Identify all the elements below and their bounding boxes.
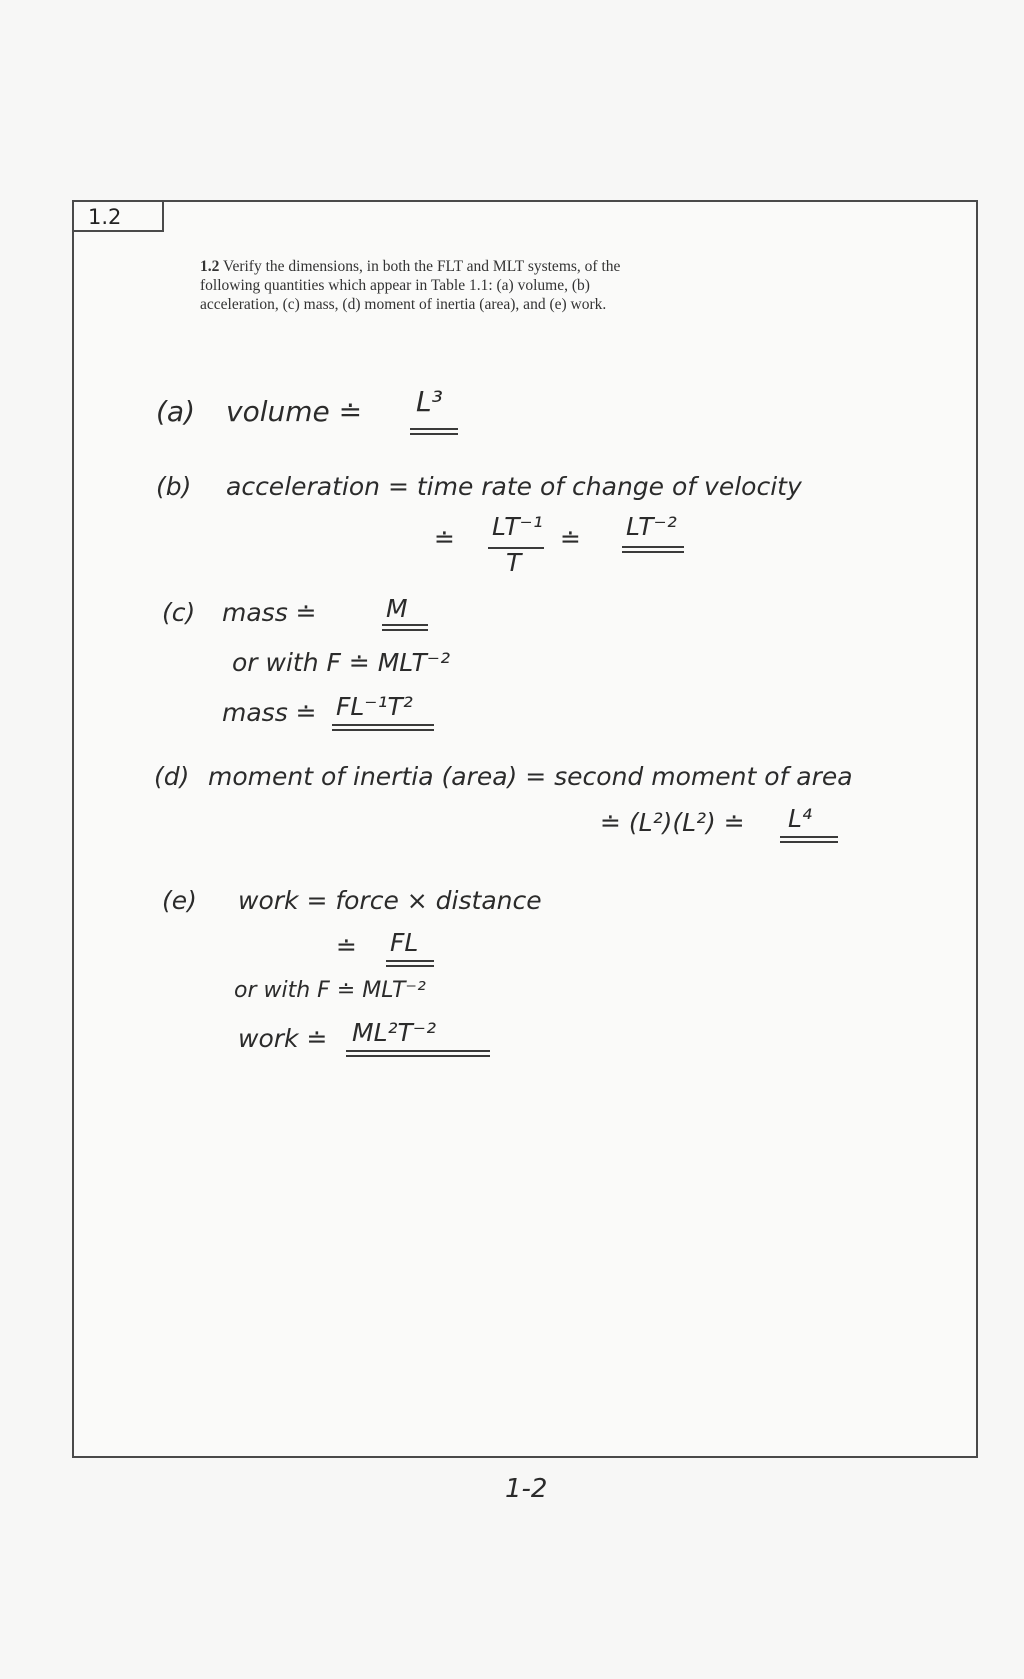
part-e-underline-2 bbox=[346, 1050, 490, 1057]
part-b-equals-2: ≐ bbox=[560, 524, 581, 553]
part-d-step: ≐ (L²)(L²) ≐ bbox=[600, 808, 745, 837]
part-e-label: (e) bbox=[162, 886, 197, 915]
part-b-numerator: LT⁻¹ bbox=[492, 512, 543, 541]
part-b-denominator: T bbox=[506, 548, 522, 577]
part-d-result: L⁴ bbox=[788, 804, 812, 833]
page-number: 1-2 bbox=[505, 1474, 548, 1504]
part-d-underline bbox=[780, 836, 838, 843]
part-e-result: FL bbox=[390, 928, 419, 957]
problem-number: 1.2 bbox=[200, 258, 220, 275]
part-b-text: acceleration = time rate of change of velocity bbox=[226, 472, 802, 501]
part-b-underline bbox=[622, 546, 684, 553]
part-e-result-2: ML²T⁻² bbox=[352, 1018, 437, 1047]
solution-frame bbox=[72, 200, 978, 1458]
part-d-label: (d) bbox=[154, 762, 190, 791]
part-a-result: L³ bbox=[416, 385, 443, 418]
part-a-label: (a) bbox=[156, 395, 196, 428]
part-e-work: work ≐ bbox=[238, 1024, 328, 1053]
part-c-mass: mass ≐ bbox=[222, 698, 317, 727]
part-e-text: work = force × distance bbox=[238, 886, 542, 915]
part-a-underline bbox=[410, 428, 458, 435]
part-b-result: LT⁻² bbox=[626, 512, 677, 541]
part-c-result: M bbox=[386, 594, 408, 623]
problem-text: Verify the dimensions, in both the FLT and MLT systems, of the following quantities which appear in Table 1.1: (a) volume, (b) acceleration, (c) mass, (d) moment of inertia (area), and (e) work. bbox=[200, 258, 621, 313]
part-b-label: (b) bbox=[156, 472, 192, 501]
part-c-underline-2 bbox=[332, 724, 434, 731]
part-c-text: mass ≐ bbox=[222, 598, 317, 627]
part-c-label: (c) bbox=[162, 598, 196, 627]
part-c-underline bbox=[382, 624, 428, 631]
part-e-underline bbox=[386, 960, 434, 967]
part-e-equals: ≐ bbox=[336, 932, 357, 961]
part-c-with: or with F ≐ MLT⁻² bbox=[232, 648, 451, 677]
part-b-equals: ≐ bbox=[434, 524, 455, 553]
part-e-with: or with F ≐ MLT⁻² bbox=[234, 978, 426, 1003]
problem-tab: 1.2 bbox=[74, 202, 164, 232]
part-d-text: moment of inertia (area) = second moment of area bbox=[208, 762, 853, 791]
part-c-result-2: FL⁻¹T² bbox=[336, 692, 413, 721]
problem-statement bbox=[200, 257, 640, 314]
part-a-text: volume ≐ bbox=[226, 395, 363, 428]
